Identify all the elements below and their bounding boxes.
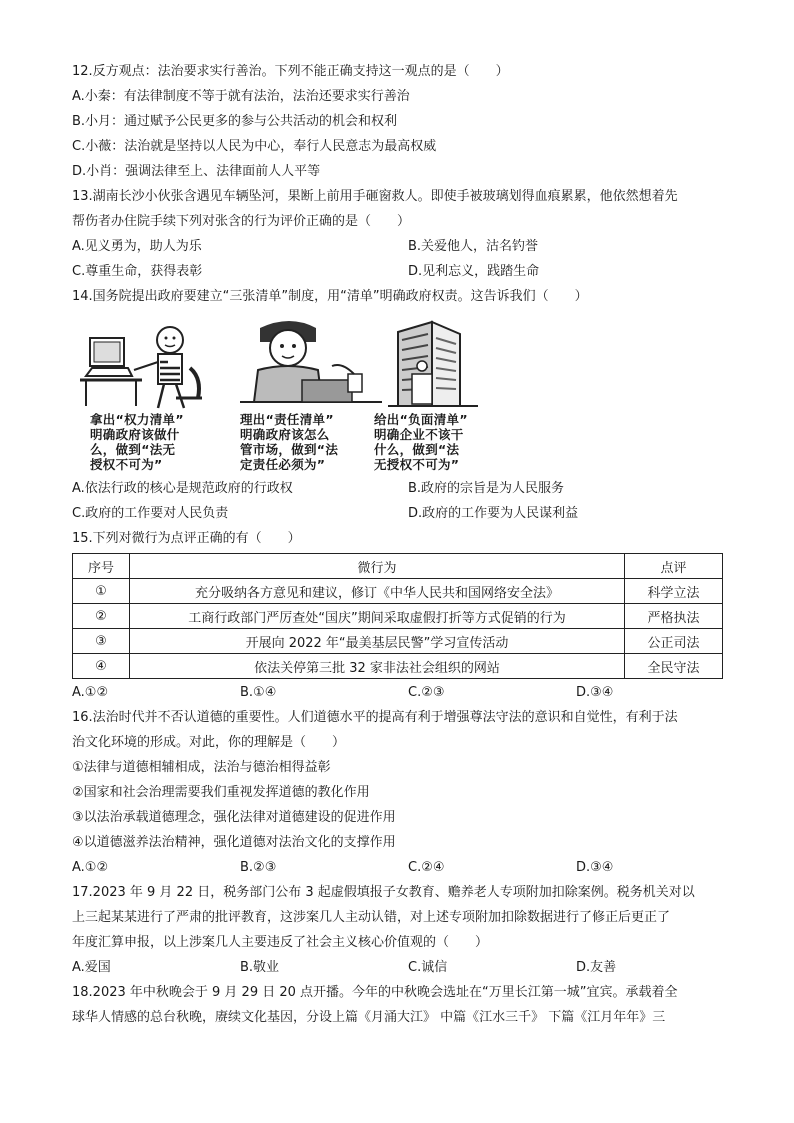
table-row: [73, 604, 723, 629]
q15-table: [72, 553, 723, 679]
q16-option-a: A.①②: [72, 860, 109, 875]
q15-option-c: C.②③: [408, 685, 445, 700]
table-row: [73, 629, 723, 654]
q12-option-c: C.小薇：法治就是坚持以人民为中心，奉行人民意志为最高权威: [72, 139, 437, 154]
q18-stem-line2: 球华人情感的总台秋晚，赓续文化基因，分设上篇《月涌大江》 中篇《江水三千》 下篇《江月年年》三: [72, 1010, 666, 1025]
q12-option-d: D.小肖：强调法律至上、法律面前人人平等: [72, 164, 321, 179]
q15-option-d: D.③④: [576, 685, 614, 700]
q17-stem-line3: 年度汇算申报，以上涉案几人主要违反了社会主义核心价值观的（ ）: [72, 935, 489, 950]
q17-option-a: A.爱国: [72, 960, 111, 975]
cartoon-caption-responsibility: 理出“责任清单” 明确政府该怎么 管市场，做到“法 定责任必须为”: [240, 412, 339, 472]
q13-stem-line1: 13.湖南长沙小伙张含遇见车辆坠河，果断上前用手砸窗救人。即使手被玻璃划得血痕累累，他依然想着先: [72, 189, 678, 204]
q17-stem-line2: 上三起某某进行了严肃的批评教育，这涉案几人主动认错，对上述专项附加扣除数据进行了修正后更正了: [72, 910, 671, 925]
table-header-row: [73, 554, 723, 579]
q13-option-c: C.尊重生命，获得表彰: [72, 264, 203, 279]
table-row: [73, 579, 723, 604]
q17-option-d: D.友善: [576, 960, 617, 975]
q15-stem: 15.下列对微行为点评正确的有（ ）: [72, 531, 301, 546]
q17-option-b: B.敬业: [240, 960, 280, 975]
table-cell: 公正司法: [625, 629, 723, 654]
table-cell: 依法关停第三批 32 家非法社会组织的网站: [130, 654, 625, 679]
q16-option-c: C.②④: [408, 860, 445, 875]
q13-option-d: D.见利忘义，践踏生命: [408, 264, 540, 279]
cartoon-caption-negative: 给出“负面清单” 明确企业不该干 什么，做到“法 无授权不可为”: [374, 412, 468, 472]
cartoon-negative-list: [368, 318, 528, 472]
q13-option-a: A.见义勇为，助人为乐: [72, 239, 202, 254]
table-cell: ③: [73, 629, 130, 654]
q14-option-a: A.依法行政的核心是规范政府的行政权: [72, 481, 293, 496]
table-header-number: 序号: [73, 554, 130, 579]
table-cell: ①: [73, 579, 130, 604]
q12-stem: 12.反方观点：法治要求实行善治。下列不能正确支持这一观点的是（ ）: [72, 64, 509, 79]
q12-option-a: A.小秦：有法律制度不等于就有法治，法治还要求实行善治: [72, 89, 410, 104]
table-header-comment: 点评: [625, 554, 723, 579]
cartoon-caption-power: 拿出“权力清单” 明确政府该做什 么，做到“法无 授权不可为”: [90, 412, 184, 472]
table-cell: 开展向 2022 年“最美基层民警”学习宣传活动: [130, 629, 625, 654]
q14-stem: 14.国务院提出政府要建立“三张清单”制度，用“清单”明确政府权责。这告诉我们（ ）: [72, 289, 588, 304]
q12-option-b: B.小月：通过赋予公民更多的参与公共活动的机会和权利: [72, 114, 398, 129]
table-cell: 科学立法: [625, 579, 723, 604]
table-row: [73, 654, 723, 679]
table-header-behavior: 微行为: [130, 554, 625, 579]
q16-option-d: D.③④: [576, 860, 614, 875]
q16-item-4: ④以道德滋养法治精神，强化道德对法治文化的支撑作用: [72, 835, 396, 850]
table-cell: 全民守法: [625, 654, 723, 679]
q14-option-d: D.政府的工作要为人民谋利益: [408, 506, 579, 521]
q16-item-2: ②国家和社会治理需要我们重视发挥道德的教化作用: [72, 785, 370, 800]
q16-item-1: ①法律与道德相辅相成，法治与德治相得益彰: [72, 760, 331, 775]
q17-stem-line1: 17.2023 年 9 月 22 日，税务部门公布 3 起虚假填报子女教育、赡养老人专项附加扣除案例。税务机关对以: [72, 885, 695, 900]
q15-option-b: B.①④: [240, 685, 277, 700]
cartoon-power-list: [72, 318, 232, 472]
q14-option-c: C.政府的工作要对人民负责: [72, 506, 229, 521]
q14-option-b: B.政府的宗旨是为人民服务: [408, 481, 565, 496]
q18-stem-line1: 18.2023 年中秋晚会于 9 月 29 日 20 点开播。今年的中秋晚会选址在“万里长江第一城”宜宾。承载着全: [72, 985, 678, 1000]
table-cell: ②: [73, 604, 130, 629]
q16-stem-line2: 治文化环境的形成。对此，你的理解是（ ）: [72, 735, 346, 750]
table-cell: 工商行政部门严厉查处“国庆”期间采取虚假打折等方式促销的行为: [130, 604, 625, 629]
q16-option-b: B.②③: [240, 860, 277, 875]
q16-stem-line1: 16.法治时代并不否认道德的重要性。人们道德水平的提高有利于增强尊法守法的意识和自觉性，有利于法: [72, 710, 678, 725]
q15-option-a: A.①②: [72, 685, 109, 700]
table-cell: 充分吸纳各方意见和建议，修订《中华人民共和国网络安全法》: [130, 579, 625, 604]
q17-option-c: C.诚信: [408, 960, 448, 975]
q13-stem-line2: 帮伤者办住院手续下列对张含的行为评价正确的是（ ）: [72, 214, 411, 229]
table-cell: 严格执法: [625, 604, 723, 629]
table-cell: ④: [73, 654, 130, 679]
q16-item-3: ③以法治承载道德理念，强化法律对道德建设的促进作用: [72, 810, 396, 825]
q13-option-b: B.关爱他人，沽名钓誉: [408, 239, 539, 254]
